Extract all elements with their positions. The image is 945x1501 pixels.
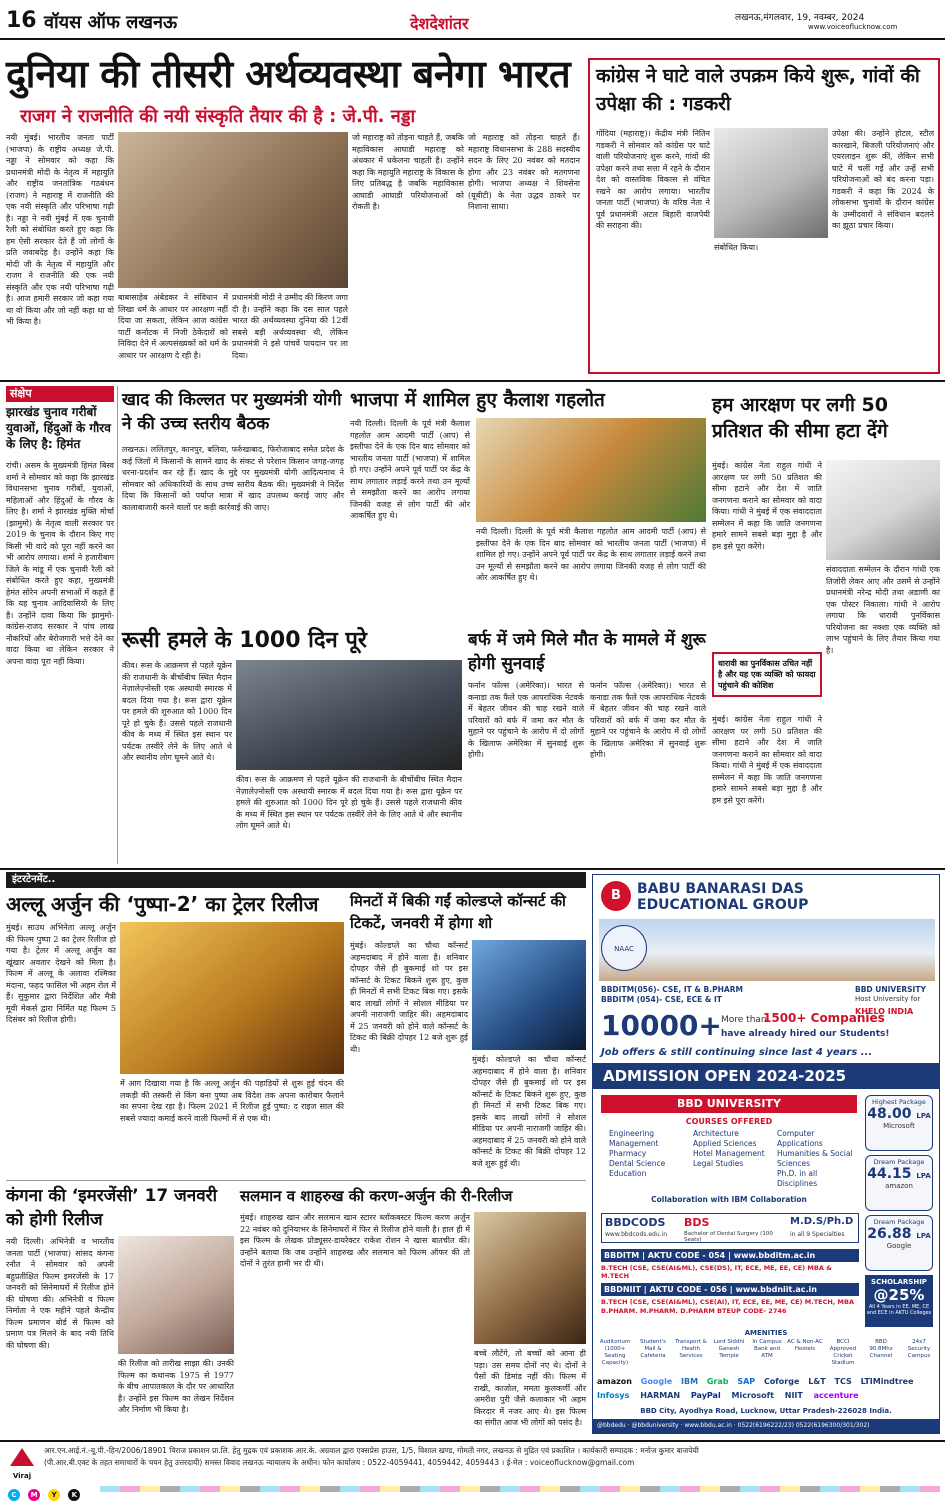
- lead-col-5: जो महाराष्ट्र को तोड़ना चाहते हैं। महाराष्ट्र विधानसभा के 288 सदस्यीय सदन के लिए 20 नवंबर को मतदान होगा और 23 नवंबर को मतगणना होगी। भाजपा अध्यक्ष ने शिवसेना (यूबीटी) के नेता उद्धव ठाकरे पर निशाना साधा।: [468, 133, 580, 211]
- imprint-line-1: आर.एन.आई.नं.-यू.पी.-हिन/2006/18901 विराज प्रकाशन प्रा.लि. हेतु मुद्रक एवं प्रकाशक आर.के. अग्रवाल द्वारा एक्सप्रेस हाउस, 1/5, विशाल खण्ड, गोमती नगर, लखनऊ से मुद्रित एवं प्रकाशित । कार्यकारी सम्पादक : मनोज कुमार बाजपेयी: [44, 1446, 699, 1455]
- lead-col-1: नयी मुंबई। भारतीय जनता पार्टी (भाजपा) के राष्ट्रीय अध्यक्ष जे.पी. नड्डा ने सोमवार को कहा कि प्रधानमंत्री मोदी के नेतृत्व में महायुति और राष्ट्रीय जनतांत्रिक गठबंधन (राजग) ने महाराष्ट्र में राजनीति की एक नयी संस्कृति और परिभाषा गढ़ी है। नड्डा ने नवी मुंबई में एक चुनावी रैली को संबोधित करते हुए कहा कि हम ऐसी सरकार देते हैं जो लोगों के प्रति जवाबदेह है। उन्होंने कहा कि मोदी जी के नेतृत्व में महायुति और राजग ने राजनीति की एक नयी संस्कृति और एक नयी परिभाषा गढ़ी है। आज हमारी सरकार जो कहा गया था वो किया और जो नहीं कहा था वो भी किया है।: [6, 133, 114, 326]
- recruiter-logo: amazon: [597, 1377, 632, 1386]
- pushpa-body-2: में आग दिखाया गया है कि अल्लू अर्जुन की पहाड़ियों से शुरू हुई चंदन की लकड़ी की तस्करी से किंग बना पुष्पा अब विदेश तक अपना कारोबार फैलाने का सपना देख रहा है। फिल्म 2021 में रिलीज हुई पुष्पा: द राइज साल की सबसे ज्यादा कमाई करने वाली फिल्मों में से एक थी।: [120, 1079, 344, 1123]
- recruiter-logo: Coforge: [763, 1377, 800, 1386]
- cmyk-m: M: [28, 1489, 40, 1501]
- bbditm-site[interactable]: www.bbditm.ac.in: [733, 1251, 816, 1260]
- ice-case-body-2: फर्नान फॉल्स (अमेरिका)। भारत से कनाडा तक फैले एक आपराधिक नेटवर्क में बेहतर जीवन की चाह रखने वाले परिवारों को बर्फ में जमा कर मौत के मुहाने पर पहुंचाने के आरोप में दो लोगों के खिलाफ अमेरिका में सुनवाई शुरू होगी।: [590, 681, 706, 759]
- course-item: Dental Science: [609, 1159, 666, 1168]
- pkg1-num: 48.00: [867, 1106, 912, 1122]
- recruiter-logo: HARMAN: [640, 1391, 681, 1400]
- package-1-label: Highest Package: [872, 1098, 926, 1106]
- viraj-logo: [8, 1446, 36, 1480]
- gahlot-headline: भाजपा में शामिल हुए कैलाश गहलोत: [350, 389, 605, 411]
- package-3-value: [866, 1226, 932, 1242]
- hired-line: have already hired our Students!: [721, 1029, 890, 1039]
- gahlot-photo: [476, 418, 706, 522]
- campus-photo: [599, 919, 935, 981]
- rahul-photo: [826, 460, 940, 560]
- gadkari-col-1: गोंदिया (महाराष्ट्र)। केंद्रीय मंत्री नितिन गडकरी ने सोमवार को कांग्रेस पर घाटे वाली परियोजनाएं शुरू करने, गांवों की उपेक्षा करने तथा सत्ता में रहने के दौरान देश को वास्तविक विकास से वंचित रखने का आरोप लगाया। भारतीय जनता पार्टी (भाजपा) के वरिष्ठ नेता ने पूर्व प्रधानमंत्री अटल बिहारी वाजपेयी की सराहना की।: [596, 129, 710, 230]
- ice-case-headline: बर्फ में जमे मिले मौत के मामले में शुरू होगी सुनवाई: [468, 630, 706, 674]
- package-2-value: [866, 1166, 932, 1182]
- social-2[interactable]: @bbduniversity: [631, 1422, 679, 1429]
- recruiter-logo: SAP: [737, 1377, 756, 1386]
- pkg1-unit: LPA: [916, 1112, 931, 1120]
- website[interactable]: www.voiceoflucknow.com: [808, 23, 898, 31]
- sidebar-label: संक्षेप: [6, 386, 114, 402]
- lead-col-2: बाबासाहेब अंबेडकर ने संविधान में लिखा धर्म के आधार पर आरक्षण नहीं दिया जा सकता, लेकिन आज कांग्रेस पार्टी कर्नाटक में निजी ठेकेदारों को निविदा देने में अल्पसंख्यकों को धर्म के आधार पर आरक्षण दे रही है।: [118, 293, 228, 360]
- package-3-company: Google: [886, 1242, 912, 1250]
- viraj-logo-text: Viraj: [12, 1472, 32, 1480]
- viraj-logo-icon: [8, 1446, 36, 1468]
- course-item: Computer Applications: [777, 1129, 823, 1148]
- imprint-line-2: (पी.आर.बी.एक्ट के तहत समाचारों के चयन हेतु उत्तरदायी) समस्त विवाद लखनऊ न्यायालय के अधीन। फोन कार्यालय : 0522-4059441, 4059442, 4059443 । ई-मेल : voiceoflucknow@gmail.com: [44, 1458, 635, 1467]
- page-number: 16: [6, 8, 37, 33]
- coldplay-headline: मिनटों में बिकी गईं कोल्डप्ले कॉन्सर्ट की टिकटें, जनवरी में होगा शो: [350, 892, 566, 932]
- row-divider: [0, 380, 945, 382]
- kangana-headline: कंगना की ‘इमरजेंसी’ 17 जनवरी को होगी रिलीज: [6, 1186, 218, 1230]
- amenities-list: [597, 1339, 937, 1371]
- pkg3-num: 26.88: [867, 1226, 912, 1242]
- rahul-body-2: संवाददाता सम्मेलन के दौरान गांधी एक तिजोरी लेकर आए और उसमें से उन्होंने प्रधानमंत्री नरेन्द्र मोदी तथा अडाणी का एक पोस्टर निकाला। गांधी ने आरोप लगाया कि धारावी पुनर्विकास परियोजना का नक्शा एक व्यक्ति को लाभ पहुंचाने के लिए तैयार किया गया है।: [826, 565, 940, 655]
- kangana-body-2: की रिलीज को तारीख साझा की। उनकी फिल्म का कथानक 1975 से 1977 के बीच आपातकाल के दौर पर आधारित है। उन्होंने इस फिल्म का लेखन निर्देशन और निर्माण भी किया है।: [118, 1359, 234, 1414]
- rahul-headline: हम आरक्षण पर लगी 50 प्रतिशत की सीमा हटा देंगे: [712, 394, 888, 442]
- bbditm-row: [601, 1249, 859, 1279]
- recruiter-logo: PayPal: [690, 1391, 721, 1400]
- recruiter-logo: Google: [640, 1377, 673, 1386]
- bbdniit-site[interactable]: www.bbdniit.ac.in: [735, 1285, 817, 1294]
- more-than: More than: [721, 1015, 767, 1025]
- univ-title: BBD UNIVERSITY: [601, 1095, 857, 1113]
- package-1-value: [866, 1106, 932, 1122]
- cmyk-k: K: [68, 1489, 80, 1501]
- bbditm-name: BBDITM: [604, 1251, 640, 1260]
- social-1[interactable]: @bbdedu: [597, 1422, 626, 1429]
- amenity: Lord Siddhi Ganesh Temple: [713, 1339, 745, 1359]
- recruiter-logo: Grab: [706, 1377, 729, 1386]
- amenity: Auditorium (1000+ Seating Capacity): [599, 1339, 631, 1366]
- bbdniit-courses: B.TECH (CSE, CSE(AI&ML), CSE(AI), IT, ECE, EE, ME, CE) M.TECH, MBA B.PHARM. M.PHARM. D.PHARM BTEUP CODE- 2746: [601, 1298, 854, 1315]
- course-item: Hotel Management: [693, 1149, 765, 1158]
- package-2: [865, 1155, 933, 1211]
- bbd-advertisement[interactable]: [592, 874, 940, 1434]
- bbdniit-code: AKTU CODE - 056: [649, 1285, 727, 1294]
- package-2-label: Dream Package: [873, 1158, 925, 1166]
- gahlot-body-2: नयी दिल्ली। दिल्ली के पूर्व मंत्री कैलाश गहलोत आम आदमी पार्टी (आप) से इस्तीफा देने के एक दिन बाद सोमवार को भारतीय जनता पार्टी (भाजपा) में शामिल हो गए। उन्होंने अपने पूर्व पार्टी पर केंद्र के साथ लगातार लड़ाई करने तथा उन मूल्यों से समझौता करने का आरोप लगाया जिनकी वजह से लोग पार्टी की ओर आकर्षित हुए थे।: [476, 527, 706, 582]
- gadkari-col-2: उपेक्षा की। उन्होंने होटल, स्टील कारखाने, बिजली परियोजनाएं और एयरलाइन शुरू कीं, लेकिन सभी घाटे में चलीं गईं और उन्हें सभी परियोजनाओं को बंद करना पड़ा। गडकरी ने कहा कि 2024 के लोकसभा चुनावों के दौरान कांग्रेस के उम्मीदवारों ने संविधान बदलने का झूठा प्रचार किया।: [832, 129, 934, 230]
- course-item: Engineering: [609, 1129, 654, 1138]
- gadkari-headline: कांग्रेस ने घाटे वाले उपक्रम किये शुरू, गांवों की उपेक्षा की : गडकरी: [596, 65, 920, 115]
- bbditm-bar: BBDITM | AKTU CODE - 054 | www.bbditm.ac.in: [601, 1249, 859, 1262]
- bbd-group-name: BABU BANARASI DAS: [637, 881, 804, 897]
- amenity: Student's Mall & Cafeteria: [639, 1339, 667, 1359]
- placement-number: 10000+: [601, 1009, 722, 1042]
- ibm-collab: Collaboration with IBM Collaboration: [651, 1195, 807, 1204]
- pushpa-body: मुंबई। साउथ अभिनेता अल्लू अर्जुन की फिल्म पुष्पा 2 का ट्रेलर रिलीज हो गया है। ट्रेलर में अल्लू अर्जुन का खूंखार अवतार देखने को मिला है। फिल्म में अल्लू के अलावा रश्मिका मंदाना, फहद फासिल भी अहम रोल में हैं। सुकुमार द्वारा निर्देशित और मैत्री मूवी मेकर्स द्वारा निर्मित यह फिल्म 5 दिसंबर को रिलीज होगी।: [6, 923, 116, 1024]
- bds: BDS: [684, 1216, 710, 1229]
- coldplay-body: मुंबई। कोल्डप्ले का चौथा कॉन्सर्ट अहमदाबाद में होने वाला है। शनिवार दोपहर जैसे ही बुकमाई शो पर इस कॉन्सर्ट के टिकट बिकने शुरू हुए, कुछ ही मिनटों में सभी टिकट बिक गए। इसके बाद लाखों लोगों ने सोशल मीडिया पर अपनी नाराजगी जाहिर की। अहमदाबाद में 25 जनवरी को होने वाले कॉन्सर्ट के टिकट की बिक्री दोपहर 12 बजे शुरू हुई थी।: [350, 941, 468, 1054]
- yogi-headline: खाद की किल्लत पर मुख्यमंत्री योगी ने की उच्च स्तरीय बैठक: [122, 390, 342, 434]
- russia-headline: रूसी हमले के 1000 दिन पूरे: [122, 628, 367, 653]
- lead-subhead: राजग ने राजनीति की नयी संस्कृति तैयार की है : जे.पी. नड्डा: [20, 106, 416, 127]
- amenity: BBD 90.8Mhz Channel: [869, 1339, 893, 1359]
- section-name: देशदेशांतर: [410, 14, 469, 33]
- bds-sub: Bachelor of Dental Surgery (100 Seats): [684, 1231, 773, 1243]
- course-item: Management: [609, 1139, 659, 1148]
- entertainment-label: इंटरटेनमेंट..: [6, 872, 586, 888]
- package-3-label: Dream Package: [873, 1218, 925, 1226]
- footer-divider: [0, 1440, 945, 1442]
- recruiter-logo: accenture: [813, 1391, 859, 1400]
- karan-arjun-photo: [474, 1212, 586, 1344]
- recruiter-logo: L&T: [808, 1377, 826, 1386]
- bbdcods-site[interactable]: www.bbdcods.edu.in: [605, 1231, 667, 1238]
- yogi-body: लखनऊ। ललितपुर, कानपुर, बलिया, फर्रुखाबाद, फिरोजाबाद समेत प्रदेश के कई जिलों में किसानों के सामने खाद के संकट से परेशान किसान जगह-जगह धरना-प्रदर्शन कर रहे हैं। खाद के मुद्दे पर मुख्यमंत्री योगी आदित्यनाथ ने सोमवार को अधिकारियों के साथ उच्च स्तरीय बैठक की। मुख्यमंत्री ने निर्देश दिया कि किसानों को पर्याप्त मात्रा में खाद उपलब्ध कराई जाए और कालाबाजारी करने वालों पर कड़ी कार्रवाई की जाए।: [122, 445, 344, 512]
- courses-grid: [601, 1129, 857, 1193]
- amenities-title: AMENITIES: [744, 1329, 788, 1337]
- scholarship-pct: @25%: [873, 1286, 925, 1304]
- cmyk-y: Y: [48, 1489, 60, 1501]
- course-item: Ph.D. in all Disciplines: [777, 1169, 818, 1188]
- package-3: [865, 1215, 933, 1271]
- course-item: Architecture: [693, 1129, 739, 1138]
- rahul-pullquote: धारावी का पुनर्विकास उचित नहीं है और यह एक व्यक्ति को फायदा पहुंचाने की कोशिश: [712, 652, 822, 697]
- pushpa-headline: अल्लू अर्जुन की ‘पुष्पा-2’ का ट्रेलर रिलीज: [6, 892, 319, 916]
- phone: 0522(6196222/23) 0522(6196300/301/302): [737, 1422, 870, 1429]
- scholarship-box: [865, 1275, 933, 1327]
- gahlot-body: नयी दिल्ली। दिल्ली के पूर्व मंत्री कैलाश गहलोत आम आदमी पार्टी (आप) से इस्तीफा देने के एक दिन बाद सोमवार को भारतीय जनता पार्टी (भाजपा) में शामिल हो गए। उन्होंने अपने पूर्व पार्टी पर केंद्र के साथ लगातार लड़ाई करने तथा उन मूल्यों से समझौता करने का आरोप लगाया जिनकी वजह से लोग पार्टी की ओर आकर्षित हुए थे।: [350, 419, 470, 520]
- pkg3-unit: LPA: [916, 1232, 931, 1240]
- recruiter-logo: LTIMindtree: [860, 1377, 914, 1386]
- companies: 1500+ Companies: [763, 1011, 885, 1025]
- codes-line-2: BBDITM (054)- CSE, ECE & IT: [601, 995, 722, 1004]
- codes-line-1: BBDITM(056)- CSE, IT & B.PHARM: [601, 985, 743, 994]
- lead-headline: दुनिया की तीसरी अर्थव्यवस्था बनेगा भारत: [6, 52, 571, 96]
- khelo-india: KHELO INDIA: [855, 1007, 914, 1016]
- package-1: [865, 1095, 933, 1151]
- russia-body: कीव। रूस के आक्रमण से पहले यूक्रेन की राजधानी के बीचोंबीच स्थित मैदान नेज़ालेज़्नोस्ती एक अस्थायी स्मारक में बदल दिया गया है। रूस द्वारा यूक्रेन पर हमले की शुरुआत को 1000 दिन पूरे हो चुके हैं। उससे पहले राजधानी कीव के मध्य में स्थित इस स्थान पर पर्यटक तस्वीरें लेने के लिए आते थे और स्थानीय लोग घूमने आते थे।: [122, 661, 232, 762]
- mds: M.D.S/Ph.D: [790, 1216, 854, 1227]
- naac-badge: NAAC: [601, 925, 647, 971]
- paper-name: वॉयस ऑफ लखनऊ: [44, 12, 178, 33]
- karan-arjun-headline: सलमान व शाहरुख की करण-अर्जुन की री-रिलीज: [240, 1187, 513, 1205]
- site-link[interactable]: www.bbdu.ac.in: [684, 1422, 732, 1429]
- bbdcods-name: BBDCODS: [605, 1216, 666, 1229]
- sidebar-headline: झारखंड चुनाव गरीबों युवाओं, हिंदुओं के गौरव के लिए है: हिमंत: [6, 405, 111, 451]
- kangana-body: नयी दिल्ली। अभिनेत्री व भारतीय जनता पार्टी (भाजपा) सांसद कंगना रनौत ने सोमवार को अपनी बहुप्रतीक्षित फिल्म इमरजेंसी के 17 जनवरी को सिनेमाघरों में रिलीज होने की घोषणा की। अभिनेत्री व फिल्म निर्माता ने एक महीने पहले केन्द्रीय फिल्म प्रमाणन बोर्ड से फिल्म को प्रमाण पत्र मिलने के बाद नयी तिथि की घोषणा की।: [6, 1237, 114, 1350]
- ad-address: BBD City, Ayodhya Road, Lucknow, Uttar Pradesh-226028 India.: [640, 1407, 892, 1415]
- recruiter-logo: Infosys: [597, 1391, 630, 1400]
- recruiter-logo: IBM: [681, 1377, 699, 1386]
- coldplay-body-2: मुंबई। कोल्डप्ले का चौथा कॉन्सर्ट अहमदाबाद में होने वाला है। शनिवार दोपहर जैसे ही बुकमाई शो पर इस कॉन्सर्ट के टिकट बिकने शुरू हुए, कुछ ही मिनटों में सभी टिकट बिक गए। इसके बाद लाखों लोगों ने सोशल मीडिया पर अपनी नाराजगी जाहिर की। अहमदाबाद में 25 जनवरी को होने वाले कॉन्सर्ट के टिकट की बिक्री दोपहर 12 बजे शुरू हुई थी।: [472, 1055, 586, 1168]
- course-item: Education: [609, 1169, 647, 1178]
- bbdniit-bar: BBDNIIT | AKTU CODE - 056 | www.bbdniit.ac.in: [601, 1283, 859, 1296]
- recruiter-logo: TCS: [834, 1377, 852, 1386]
- pkg2-num: 44.15: [867, 1166, 912, 1182]
- row-divider-2: [0, 868, 945, 870]
- amenity: BCCI Approved Cricket Stadium: [829, 1339, 857, 1366]
- bbd-group-sub: EDUCATIONAL GROUP: [637, 897, 809, 913]
- ent-divider: [6, 1180, 586, 1181]
- mds-sub: in all 9 Specialties: [790, 1231, 845, 1238]
- package-1-company: Microsoft: [883, 1122, 915, 1130]
- cmyk-c: C: [8, 1489, 20, 1501]
- job-offers-line: Job offers & still continuing since last 4 years ...: [601, 1047, 873, 1058]
- bbdniit-name: BBDNIIT: [604, 1285, 641, 1294]
- sidebar-body: रांची। असम के मुख्यमंत्री हिमंत बिस्व शर्मा ने सोमवार को कहा कि झारखंड विधानसभा चुनाव गरीबों, युवाओं, महिलाओं और हिंदुओं के गौरव के लिए है। शर्मा ने झारखंड मुक्ति मोर्चा (झामुमो) के नेतृत्व वाली सरकार पर 2019 के चुनाव के दौरान किए गए किसी भी वादे को पूरा नहीं करने का भी आरोप लगाया। शर्मा ने हजारीबाग जिले के मांडू में एक चुनावी रैली को संबोधित करते हुए कहा, मुख्यमंत्री हेमंत सोरेन अपनी सभाओं में कहते हैं कि यह चुनाव आदिवासियों के लिए है। उन्होंने दावा किया कि झामुमो-कांग्रेस-राजद सरकार ने पांच लाख नौकरियों और बेरोजगारी भत्ते देने का वादा किया था लेकिन सरकार ने अपना वादा पूरा नहीं किया।: [6, 461, 114, 666]
- register-mark-strip: [100, 1486, 940, 1492]
- ice-case-body: फर्नान फॉल्स (अमेरिका)। भारत से कनाडा तक फैले एक आपराधिक नेटवर्क में बेहतर जीवन की चाह रखने वाले परिवारों को बर्फ में जमा कर मौत के मुहाने पर पहुंचाने के आरोप में दो लोगों के खिलाफ अमेरिका में सुनवाई शुरू होगी।: [468, 681, 584, 759]
- recruiters: [597, 1375, 937, 1405]
- masthead: [0, 0, 945, 40]
- scholarship-sub: All 4 Years in EE, ME, CE and ECE in AKTU Colleges: [866, 1304, 932, 1316]
- recruiter-logo: NIIT: [784, 1391, 803, 1400]
- bbditm-code: AKTU CODE - 054: [647, 1251, 726, 1260]
- course-item: Humanities & Social Sciences: [777, 1149, 853, 1168]
- scholarship-title: SCHOLARSHIP: [871, 1278, 927, 1286]
- host-university-tag: BBD UNIVERSITY: [855, 985, 926, 994]
- sidebar-rule: [117, 386, 118, 864]
- bbdcods-row: [601, 1213, 859, 1243]
- kangana-photo: [118, 1236, 234, 1354]
- russia-photo: [236, 660, 462, 770]
- lead-col-4: जो महाराष्ट्र को तोड़ना चाहते हैं, जबकि महाविकास आघाडी महाराष्ट्र को अंधकार में धकेलना चाहती है। उन्होंने कहा कि महायुति महाराष्ट्र के विकास के लिए प्रतिबद्ध है जबकि महाविकास आघाडी आघाडी परियोजनाओं को रोकती है।: [352, 133, 464, 211]
- gadkari-photo: [714, 128, 828, 238]
- ad-contact-bar: @bbdedu · @bbduniversity · www.bbdu.ac.in · 0522(6196222/23) 0522(6196300/301/302): [593, 1419, 939, 1433]
- host-university-sub: Host University for: [855, 995, 921, 1003]
- nadda-photo: [118, 132, 348, 288]
- lead-col-3: प्रधानमंत्री मोदी ने उम्मीद की किरण जगा दी है। उन्होंने कहा कि दस साल पहले भारत की अर्थव्यवस्था दुनिया की 12वीं सबसे बड़ी अर्थव्यवस्था थी, लेकिन प्रधानमंत्री ने इसे पांचवें पायदान पर ला दिया।: [232, 293, 349, 360]
- bbd-logo: B: [601, 881, 631, 911]
- course-item: Pharmacy: [609, 1149, 647, 1158]
- package-2-company: amazon: [885, 1182, 913, 1190]
- karan-arjun-body: मुंबई। शाहरुख खान और सलमान खान स्टारर ब्लॉकबस्टर फिल्म करण अर्जुन 22 नवंबर को दुनियाभर के सिनेमाघरों में फिर से रिलीज होने वाली है। हाल ही में इस फिल्म के लेखक प्रोड्यूसर-डायरेक्टर राकेश रोशन ने खास बातचीत की। उन्होंने बताया कि जब उन्होंने शाहरुख और सलमान को फिल्म ऑफर की तो दोनों ने तुरंत हामी भर दी थी।: [240, 1213, 471, 1268]
- course-item: Legal Studies: [693, 1159, 744, 1168]
- date-line: लखनऊ,मंगलवार, 19, नवम्बर, 2024: [735, 13, 865, 23]
- amenity: In Campus Bank and ATM: [752, 1339, 782, 1359]
- course-item: Applied Sciences: [693, 1139, 757, 1148]
- admission-banner: ADMISSION OPEN 2024-2025: [593, 1063, 939, 1089]
- amenity: AC & Non-AC Hostels: [787, 1339, 823, 1352]
- karan-arjun-body-2: बच्चे लौटेंगे, तो बच्चों को आना ही पड़ा। उस समय दोनों नए थे। दोनों ने पैसों की डिमांड नहीं की। फिल्म में राखी, काजोल, ममता कुलकर्णी और अमरीश पुरी जैसे कलाकार भी अहम किरदार में नजर आए थे। इस फिल्म का संगीत आज भी लोगों को पसंद है।: [474, 1349, 586, 1427]
- bbdniit-row: [601, 1283, 859, 1323]
- pushpa-photo: [120, 922, 344, 1074]
- courses-title: COURSES OFFERED: [685, 1117, 773, 1126]
- recruiter-logo: Microsoft: [731, 1391, 774, 1400]
- pkg2-unit: LPA: [916, 1172, 931, 1180]
- amenity: Transport & Health Services: [675, 1339, 707, 1359]
- gadkari-caption: संबोधित किया।: [714, 243, 759, 252]
- bbditm-courses: B.TECH (CSE, CSE(AI&ML), CSE(DS), IT, ECE, ME, EE, CE) MBA & M.TECH: [601, 1264, 832, 1280]
- amenity: 24x7 Security Campus: [907, 1339, 931, 1359]
- russia-body-2: कीव। रूस के आक्रमण से पहले यूक्रेन की राजधानी के बीचोंबीच स्थित मैदान नेज़ालेज़्नोस्ती एक अस्थायी स्मारक में बदल दिया गया है। रूस द्वारा यूक्रेन पर हमले की शुरुआत को 1000 दिन पूरे हो चुके हैं। उससे पहले राजधानी कीव के मध्य में स्थित इस स्थान पर पर्यटक तस्वीरें लेने के लिए आते थे और स्थानीय लोग घूमने आते थे।: [236, 775, 462, 830]
- rahul-body-3: मुंबई। कांग्रेस नेता राहुल गांधी ने आरक्षण पर लगी 50 प्रतिशत की सीमा हटाने और देश में जाति जनगणना कराने का सोमवार को वादा किया। गांधी ने मुंबई में एक संवाददाता सम्मेलन में कहा कि जाति जनगणना हमारे सामने सबसे बड़ा मुद्दा है और हम इसे पूरा करेंगे।: [712, 715, 822, 805]
- coldplay-photo: [472, 940, 586, 1050]
- cmyk-marks: [8, 1482, 88, 1499]
- rahul-body: मुंबई। कांग्रेस नेता राहुल गांधी ने आरक्षण पर लगी 50 प्रतिशत की सीमा हटाने और देश में जाति जनगणना कराने का सोमवार को वादा किया। गांधी ने मुंबई में एक संवाददाता सम्मेलन में कहा कि जाति जनगणना हमारे सामने सबसे बड़ा मुद्दा है और हम इसे पूरा करेंगे।: [712, 461, 822, 551]
